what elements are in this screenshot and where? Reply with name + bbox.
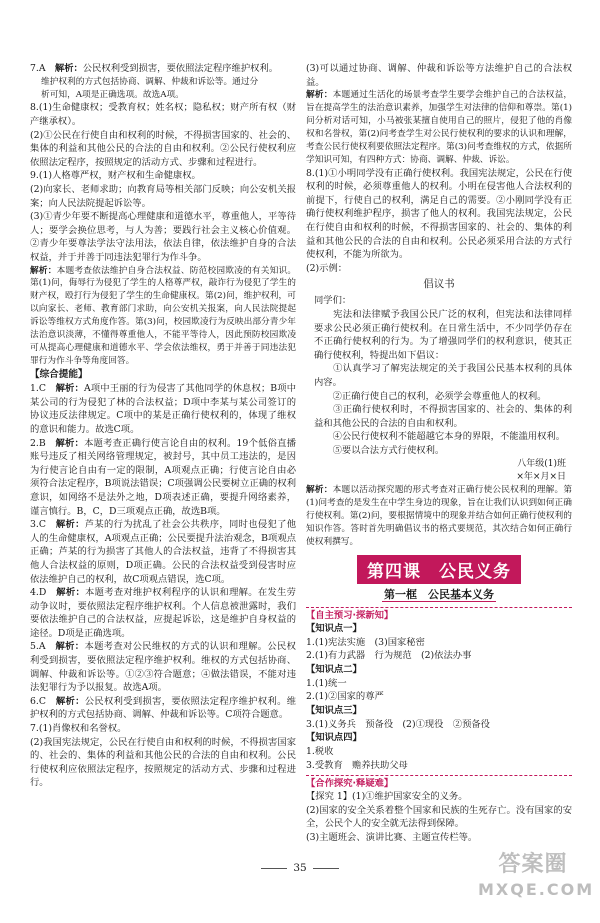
right-paragraph: ④公民行使权利不能超越它本身的界限，不能滥用权利。 — [314, 431, 566, 443]
knowledge-point-answer: 2.(1)②国家的尊严 — [306, 691, 384, 703]
knowledge-point-answer: 2.(1)有力武器 行为规范 (2)依法办事 — [306, 650, 472, 662]
left-paragraph: 7.(1)肖像权和名誉权。 — [30, 723, 127, 735]
preview-section-header: 【自主预习·探新知】 — [306, 607, 572, 622]
right-paragraph: (2)示例： — [306, 262, 348, 274]
knowledge-point-answer: 3.受教育 赡养扶助父母 — [306, 759, 408, 771]
right-paragraph: 解析：本题以活动探究题的形式考查对正确行使公民权利的理解。第(1)问考查的是发生在中学生身边的现象，旨在让我们认识到如何正确行使权利。第(2)问，要根据情境中的现象并结合如何正确行使权利的知识作答。答时首先明确倡议书的格式要规范，其次结合如何正确行使权利撰写。 — [306, 485, 573, 547]
lesson-header — [306, 555, 572, 584]
page-number: 35 — [0, 862, 600, 874]
right-paragraph: 同学们： — [314, 295, 352, 307]
left-paragraph: 7.A 解析：公民权利受到损害，要依照法定程序维护权利。 — [30, 63, 279, 74]
left-paragraph: 5.A 解析：本题考查对公民维权的方式的认识和理解。公民权利受到损害，要依照法定程序维护权利。维权的方式包括协商、调解、仲裁和诉讼等。①②③符合题意；④做法错误，不能对违法犯罪行为予以报复。故选A项。 — [30, 641, 296, 694]
knowledge-point-heading: 【知识点三】 — [306, 704, 362, 716]
left-paragraph: 1.C 解析：A项中王丽的行为侵害了其他同学的休息权；B项中某公司的行为侵犯了林的合法权益；D项中李某与某公司签订的协议违反法律规定。C项中的某是正确行使权利的，体现了维权的意识和能力。故选C项。 — [30, 383, 296, 435]
left-paragraph: 6.C 解析：公民权利受到损害，要依照法定程序维护权利。维护权利的方式包括协商、调解、仲裁和诉讼等。C项符合题意。 — [30, 695, 296, 721]
left-paragraph: 4.D 解析：本题考查对维护权利程序的认识和理解。在发生劳动争议时，要依照法定程序维护权利。个人信息被泄露时，我们要依法维护自己的合法权益，应提起诉讼，这是维护自身权益的途径。D项是正确选项。 — [30, 587, 296, 639]
analysis-label: 解析： — [55, 519, 85, 531]
analysis-label: 解析： — [30, 265, 57, 276]
analysis-label: 解析： — [55, 695, 85, 707]
watermark-logo: 答案圈 MXQE.COM — [478, 852, 595, 899]
right-paragraph: (3)可以通过协商、调解、仲裁和诉讼等方法维护自己的合法权益。 — [306, 63, 572, 88]
cooperative-section-header: 【合作探究·释疑难】 — [306, 775, 572, 790]
analysis-label: 解析： — [54, 63, 83, 74]
page-number-dash-right — [313, 868, 339, 869]
left-paragraph: 析可知，A项是正确选项。故选A项。 — [41, 89, 184, 100]
left-paragraph: 【综合提能】 — [30, 368, 88, 380]
left-paragraph: 9.(1)人格尊严权，财产权和生命健康权。 — [30, 170, 201, 182]
left-column — [30, 62, 296, 790]
right-paragraph: ②正确行使自己的权利，必须学会尊重他人的权利。 — [314, 390, 547, 402]
knowledge-points — [306, 622, 572, 772]
left-paragraph: 3.C 解析：芦某的行为扰乱了社会公共秩序，同时也侵犯了他人的生命健康权，A项观点正确；公民要提升法治观念，B项观点正确；芦某的行为损害了其他人的合法权益，违背了不得损害其他人合法权益的原则，D项正确。公民的合法权益受到侵害时应依法维护自己的权利，故C项观点错误，选C项。 — [30, 519, 296, 585]
analysis-label: 解析： — [306, 90, 333, 101]
right-paragraph: 8.(1)①小明同学没有正确行使权利。我国宪法规定，公民在行使权利的时候，必须尊重他人的权利。小明在侵害他人合法权利的前提下，行使自己的权利，满足自己的需要。②小刚同学没有正确行使权利维护程序，损害了他人的权利。我国宪法规定，公民在行使自由和权利的时候，不得损害国家的、社会的、集体的利益和其他公民的合法的自由和权利。公民必须采用合法的方式行使权利，不能为所欲为。 — [306, 167, 572, 261]
left-paragraph: (2)①公民在行使自由和权利的时候，不得损害国家的、社会的、集体的利益和其他公民的合法的自由和权利。②公民行使权利应依照法定程序，按照规定的活动方式、步骤和过程进行。 — [30, 129, 296, 168]
knowledge-point-heading: 【知识点一】 — [306, 622, 362, 634]
left-paragraph: 解析：本题考查依法维护自身合法权益、防范校园欺凌的有关知识。第(1)问，侮辱行为侵犯了学生的人格尊严权，敲诈行为侵犯了学生的财产权，殴打行为侵犯了学生的生命健康权。第(2)问，维护权利，可以向家长、老师、教育部门求助，向公安机关报案，向人民法院提起诉讼等维权方式角度作答。第(3)问，校园欺凌行为反映出部分青少年法治意识淡薄，不懂得尊重他人，不能平等待人，因此预防校园欺凌可从提高心理健康和道德水平、学会依法维权，勇于并善于同违法犯罪行为作斗争等角度回答。 — [30, 265, 297, 366]
knowledge-point-answer: 1.税收 — [306, 746, 334, 757]
analysis-label: 解析： — [55, 641, 85, 653]
right-paragraph: 宪法和法律赋予我国公民广泛的权利，但宪法和法律同样要求公民必须正确行使权利。在日常生活中，不少同学仍存在不正确行使权利的行为。为了增强同学们的权利意识，使其正确行使权利，特提出如下倡议： — [314, 308, 572, 361]
page-number-dash-left — [261, 868, 287, 869]
answer-continuation — [306, 62, 572, 549]
right-paragraph: ③正确行使权利时，不得损害国家的、社会的、集体的利益和其他公民的合法的自由和权利。 — [314, 404, 572, 429]
right-paragraph: 八年级(1)班 — [517, 458, 566, 469]
explore-paragraph: (3)主题班会、演讲比赛、主题宣传栏等。 — [306, 831, 478, 843]
knowledge-point-heading: 【知识点四】 — [306, 732, 362, 744]
analysis-label: 解析： — [306, 485, 333, 496]
frame-title: 第一框 公民基本义务 — [384, 587, 494, 601]
analysis-label: 解析： — [55, 437, 85, 449]
explore-answers — [306, 790, 572, 844]
explore-paragraph: (2)国家的安全关系着整个国家和民族的生死存亡。没有国家的安全，公民个人的安全就无法得到保障。 — [306, 804, 572, 830]
knowledge-point-heading: 【知识点二】 — [306, 663, 362, 675]
left-paragraph: 2.B 解析：本题考查正确行使言论自由的权利。19个低俗直播账号违反了相关网络管理规定，被封号，其中员工违法的，是因为行使言论自由有一定的限制，A项观点正确；行使言论自由必须符合法定程序，B项说法错误；C项强调公民要树立正确的权利意识，如网络不是法外之地，D项表述正确，要提升网络素养，谨言慎行。B，C，D三项观点正确，故选B项。 — [30, 437, 296, 517]
left-paragraph: (3)①青少年要不断提高心理健康和道德水平，尊重他人，平等待人；要学会换位思考，与人为善；要践行社会主义核心价值观。②青少年要尊法学法守法用法，依法自律，依法维护自身的合法权益，并于并善于同违法犯罪行为作斗争。 — [30, 211, 296, 263]
knowledge-point-answer: 3.(1)义务兵 预备役 (2)①现役 ②预备役 — [306, 718, 490, 730]
right-paragraph: ⑤要以合法方式行使权利。 — [314, 444, 445, 456]
right-column — [306, 62, 572, 845]
right-paragraph: ×年×月×日 — [516, 471, 566, 482]
left-paragraph: (2)我国宪法规定，公民在行使自由和权利的时候，不得损害国家的、社会的、集体的利益和其他公民的合法的自由和权利。公民行使权利应依照法定程序，按照规定的活动方式、步骤和过程进行。 — [30, 736, 296, 789]
knowledge-point-answer: 1.(1)宪法实施 (3)国家秘密 — [306, 636, 425, 648]
knowledge-point-answer: 1.(1)统一 — [306, 677, 347, 689]
left-paragraph: 维护权利的方式包括协商、调解、仲裁和诉讼等。通过分 — [41, 76, 259, 87]
right-paragraph: 解析：本题通过生活化的场景考查学生要学会维护自己的合法权益，旨在提高学生的法治意识素养，加强学生对法律的信仰和尊崇。第(1)问分析对话可知，小马被张某擅自使用自己的照片，侵犯了他的肖像权和名誉权，第(2)问考查学生对公民行使权利的要求的认识和理解，考查公民行使权利要依照法定程序。第(3)问考查维权的方式，依据所学知识可知，有四种方式：协商、调解、仲裁、诉讼。 — [306, 90, 573, 165]
left-paragraph: 8.(1)生命健康权；受教育权；姓名权；隐私权；财产所有权（财产继承权）。 — [30, 102, 296, 127]
explore-paragraph: 【探究 1】(1)①维护国家安全的义务。 — [306, 791, 468, 803]
analysis-label: 解析： — [55, 383, 84, 395]
lesson-title: 第四课 公民义务 — [357, 555, 521, 584]
analysis-label: 解析： — [56, 587, 86, 599]
right-paragraph: ①认真学习了解宪法规定的关于我国公民基本权利的具体内容。 — [314, 363, 572, 388]
left-paragraph: (2)向家长、老师求助；向教育局等相关部门反映；向公安机关报案；向人民法院提起诉讼等。 — [30, 183, 296, 209]
right-paragraph: 倡议书 — [423, 278, 455, 291]
